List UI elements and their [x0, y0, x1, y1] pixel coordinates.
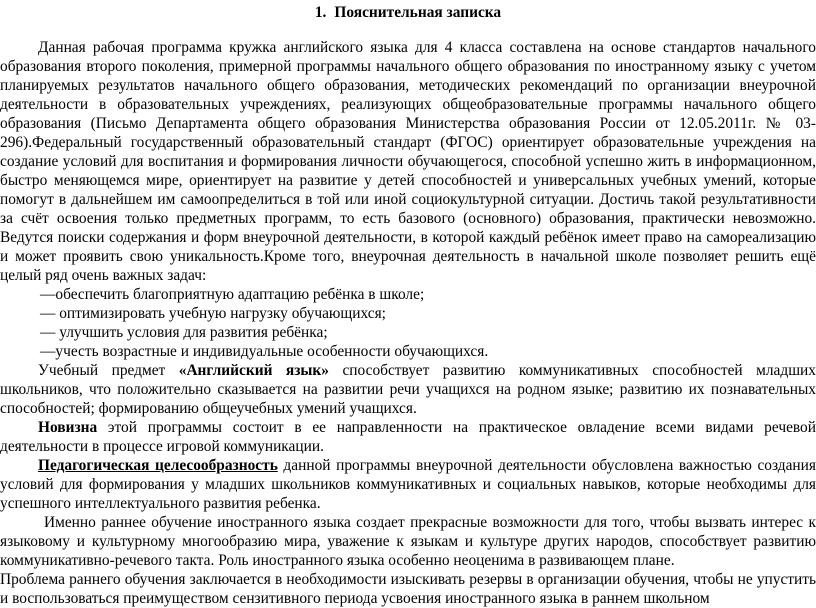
subject-rest: способствует развитию коммуникативных способностей младших школьников, что положительно сказывается на развитии речи учащихся на родном языке; развитию их познавательных способностей; формированию общеучебных умений учащихся. [0, 362, 816, 417]
novelty-term: Новизна [38, 419, 98, 436]
paragraph-intro: Данная рабочая программа кружка английского языка для 4 класса составлена на основе стандартов начального образования второго поколения, примерной программы начального общего образования по иностранному языку с учетом планируемых результатов начального общего образования, методических рекомендаций по организации внеурочной деятельности в образовательных учреждениях, реализующих общеобразовательные программы начального общего образования (Письмо Департамента общего образования Министерства образования России от 12.05.2011г. № 03-296).Федеральный государственный образовательный стандарт (ФГОС) ориентирует образовательные учреждения на создание условий для воспитания и формирования личности обучающегося, способной успешно жить в информационном, быстро меняющемся мире, ориентирует на развитие у детей способностей и универсальных учебных умений, которые помогут в дальнейшем им самоопределиться в той или иной социокультурной ситуации. Достичь такой результативности за счёт освоения только предметных программ, то есть базового (основного) образования, практически невозможно. Ведутся поиски содержания и форм внеурочной деятельности, в которой каждый ребёнок имеет право на самореализацию и может проявить свою уникальность.Кроме того, внеурочная деятельность в начальной школе позволяет решить ещё целый ряд очень важных задач: [0, 39, 816, 284]
paragraph-subject [0, 361, 816, 418]
task-item-3: — улучшить условия для развития ребёнка; [40, 324, 328, 341]
task-item-2: — оптимизировать учебную нагрузку обучающихся; [40, 305, 386, 322]
expediency-rest: данной программы внеурочной деятельности обусловлена важностью создания условий для формирования у младших школьников коммуникативных и социальных навыков, которые необходимы для успешного интеллектуального развития ребенка. [0, 457, 816, 512]
paragraph-early-learning: Именно раннее обучение иностранного языка создает прекрасные возможности для того, чтобы вызвать интерес к языковому и культурному многообразию мира, уважение к языкам и культуре других народов, способствует развитию коммуникативно-речевого такта. Роль иностранного языка особенно неоценима в развивающем плане. [0, 514, 816, 569]
task-item-4: —учесть возрастные и индивидуальные особенности обучающихся. [40, 343, 489, 360]
task-item-1: —обеспечить благоприятную адаптацию ребёнка в школе; [40, 286, 425, 303]
heading-number: 1. [314, 4, 327, 21]
paragraph-expediency [0, 456, 816, 513]
expediency-term: Педагогическая целесообразность [38, 457, 278, 474]
subject-name: «Английский язык» [178, 362, 329, 379]
heading-text: Пояснительная записка [334, 4, 502, 21]
novelty-rest: этой программы состоит в ее направленности на практическое овладение всеми видами речевой деятельности в процессе игровой коммуникации. [0, 419, 816, 455]
paragraph-novelty [0, 418, 816, 456]
subject-lead: Учебный предмет [38, 362, 179, 379]
paragraph-problem: Проблема раннего обучения заключается в необходимости изыскивать резервы в организации обучения, чтобы не упустить и воспользоваться преимуществом сензитивного периода усвоения иностранного языка в раннем школьном [0, 571, 816, 607]
section-heading [0, 4, 816, 22]
